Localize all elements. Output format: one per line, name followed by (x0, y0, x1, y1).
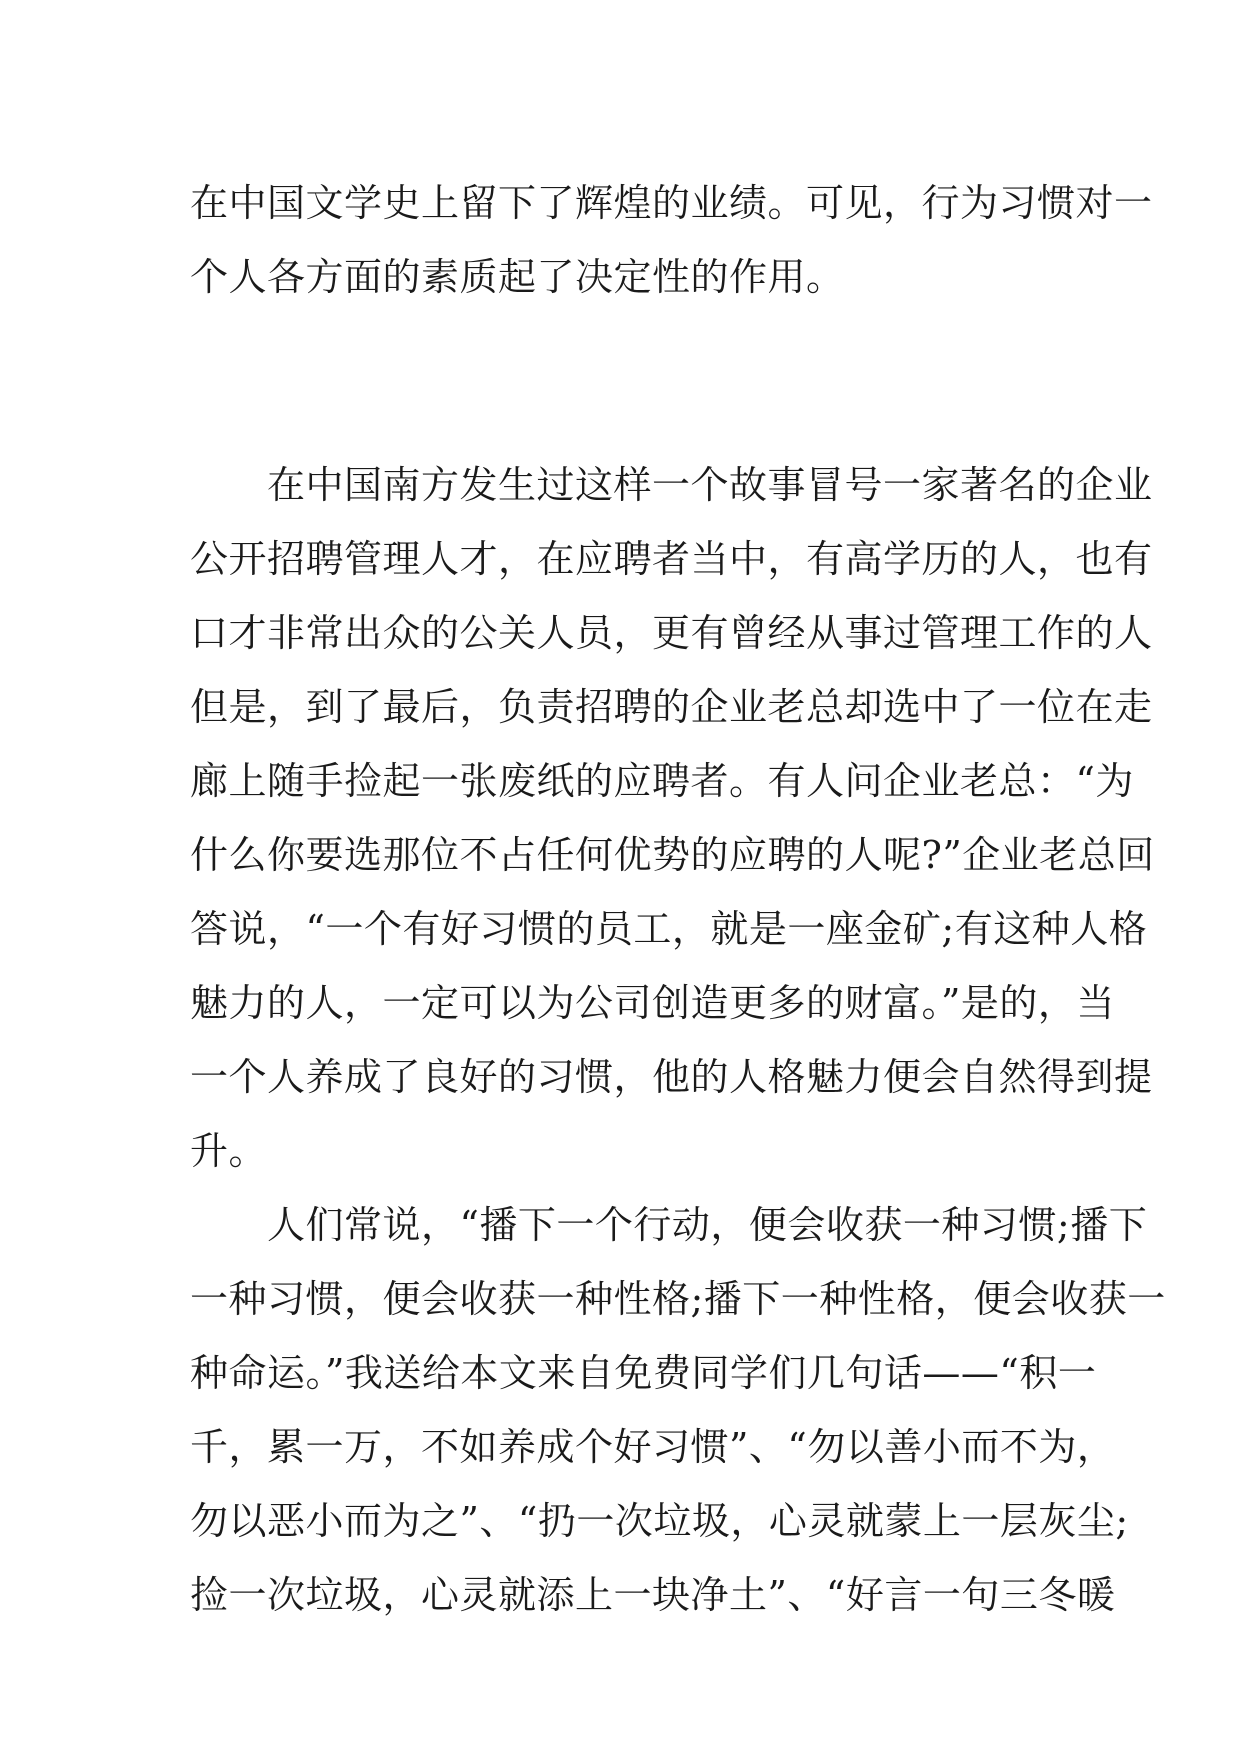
paragraph-1 (190, 166, 1153, 314)
text-line: 种命运。”我送给本文来自免费同学们几句话——“积一 (190, 1351, 1097, 1395)
document-page (190, 166, 1166, 1632)
text-line: 口才非常出众的公关人员，更有曾经从事过管理工作的人 (190, 611, 1153, 655)
text-line: 廊上随手捡起一张废纸的应聘者。有人问企业老总：“为 (190, 759, 1134, 803)
text-line: 捡一次垃圾，心灵就添上一块净土”、“好言一句三冬暖 (190, 1573, 1116, 1617)
text-line: 在中国文学史上留下了辉煌的业绩。可见，行为习惯对一 (190, 181, 1153, 225)
text-line: 一个人养成了良好的习惯，他的人格魅力便会自然得到提 (190, 1055, 1153, 1099)
text-line: 千，累一万，不如养成个好习惯”、“勿以善小而不为， (190, 1425, 1116, 1469)
text-line: 一种习惯，便会收获一种性格;播下一种性格，便会收获一 (190, 1277, 1166, 1321)
text-line: 个人各方面的素质起了决定性的作用。 (190, 255, 845, 299)
text-line: 人们常说，“播下一个行动，便会收获一种习惯;播下 (190, 1203, 1148, 1247)
text-line: 在中国南方发生过这样一个故事冒号一家著名的企业 (190, 463, 1153, 507)
text-line: 但是，到了最后，负责招聘的企业老总却选中了一位在走 (190, 685, 1153, 729)
text-line: 公开招聘管理人才，在应聘者当中，有高学历的人，也有 (190, 537, 1153, 581)
paragraph-gap (190, 314, 1058, 448)
text-line: 什么你要选那位不占任何优势的应聘的人呢?”企业老总回 (190, 833, 1155, 877)
text-line: 升。 (190, 1129, 268, 1173)
text-line: 答说，“一个有好习惯的员工，就是一座金矿;有这种人格 (190, 907, 1148, 951)
paragraph-2 (190, 448, 1155, 1188)
text-line: 魅力的人，一定可以为公司创造更多的财富。”是的，当 (190, 981, 1115, 1025)
text-line: 勿以恶小而为之”、“扔一次垃圾，心灵就蒙上一层灰尘; (190, 1499, 1129, 1543)
paragraph-3 (190, 1188, 1166, 1632)
